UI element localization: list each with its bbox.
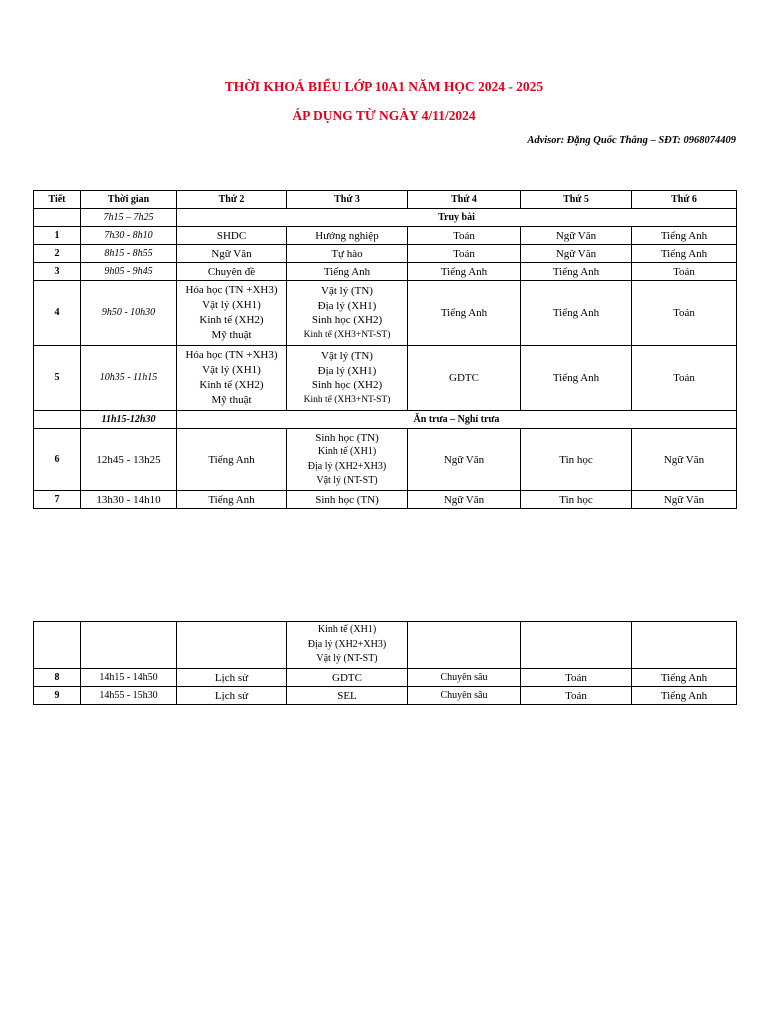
cell-subject: Ngữ Văn bbox=[177, 245, 287, 263]
table-row bbox=[34, 263, 737, 281]
cell-subject-group bbox=[287, 346, 408, 411]
lunch-row bbox=[34, 411, 737, 429]
cell-empty bbox=[81, 622, 177, 669]
subject-line: Hóa học (TN +XH3) bbox=[185, 284, 278, 296]
cell-subject: Tiếng Anh bbox=[177, 429, 287, 491]
header-time: Thời gian bbox=[81, 191, 177, 209]
cell-subject: Ngữ Văn bbox=[521, 245, 632, 263]
cell-subject: Ngữ Văn bbox=[408, 491, 521, 509]
cell-subject: Tiếng Anh bbox=[408, 281, 521, 346]
cell-time: 14h15 - 14h50 bbox=[81, 669, 177, 687]
subject-line: Địa lý (XH1) bbox=[317, 364, 377, 377]
table-row bbox=[34, 491, 737, 509]
cell-subject: Toán bbox=[632, 263, 737, 281]
cell-time: 12h45 - 13h25 bbox=[81, 429, 177, 491]
cell-lunch: Ăn trưa – Nghỉ trưa bbox=[177, 411, 737, 429]
subject-line: Hóa học (TN +XH3) bbox=[185, 349, 278, 361]
cell-subject: GDTC bbox=[408, 346, 521, 411]
cell-tiet: 9 bbox=[34, 687, 81, 705]
cell-subject: Toán bbox=[632, 346, 737, 411]
cell-tiet: 1 bbox=[34, 227, 81, 245]
subject-line: Vật lý (XH1) bbox=[202, 364, 261, 376]
cell-subject: Hướng nghiệp bbox=[287, 227, 408, 245]
cell-subject: Toán bbox=[632, 281, 737, 346]
cell-empty bbox=[408, 622, 521, 669]
cell-subject: GDTC bbox=[287, 669, 408, 687]
cell-tiet: 6 bbox=[34, 429, 81, 491]
table-row bbox=[34, 669, 737, 687]
cell-subject-group bbox=[287, 622, 408, 669]
cell-subject: Toán bbox=[408, 245, 521, 263]
subject-line: Địa lý (XH1) bbox=[317, 299, 377, 312]
cell-subject: Tiếng Anh bbox=[287, 263, 408, 281]
cell-subject: Chuyên sâu bbox=[408, 669, 521, 687]
cell-subject: Tiếng Anh bbox=[632, 687, 737, 705]
cell-subject: Tiếng Anh bbox=[521, 346, 632, 411]
cell-subject-group bbox=[177, 281, 287, 346]
cell-tiet: 2 bbox=[34, 245, 81, 263]
cell-time: 14h55 - 15h30 bbox=[81, 687, 177, 705]
cell-tiet: 4 bbox=[34, 281, 81, 346]
cell-time: 7h30 - 8h10 bbox=[81, 227, 177, 245]
header-fri: Thứ 6 bbox=[632, 191, 737, 209]
cell-time: 10h35 - 11h15 bbox=[81, 346, 177, 411]
table-row bbox=[34, 429, 737, 491]
cell-subject: Tiếng Anh bbox=[632, 669, 737, 687]
cell-subject: Ngữ Văn bbox=[632, 429, 737, 491]
cell-empty bbox=[177, 622, 287, 669]
subject-line: Mỹ thuật bbox=[211, 329, 252, 341]
cell-empty bbox=[34, 622, 81, 669]
timetable-continued bbox=[33, 621, 737, 705]
cell-time: 7h15 – 7h25 bbox=[81, 209, 177, 227]
advisor-line: Advisor: Đặng Quốc Thắng – SĐT: 0968074409 bbox=[527, 135, 736, 146]
cell-time: 8h15 - 8h55 bbox=[81, 245, 177, 263]
cell-subject: Tin học bbox=[521, 491, 632, 509]
header-row bbox=[34, 191, 737, 209]
subject-line: Địa lý (XH2+XH3) bbox=[307, 638, 387, 650]
cell-empty bbox=[34, 209, 81, 227]
cell-time: 11h15-12h30 bbox=[81, 411, 177, 429]
cell-subject: Toán bbox=[521, 669, 632, 687]
page-subtitle: ÁP DỤNG TỪ NGÀY 4/11/2024 bbox=[292, 108, 476, 123]
cell-subject: Ngữ Văn bbox=[632, 491, 737, 509]
table-row bbox=[34, 245, 737, 263]
subject-line: Vật lý (NT-ST) bbox=[316, 653, 378, 665]
table-row bbox=[34, 346, 737, 411]
cell-subject: Sinh học (TN) bbox=[287, 491, 408, 509]
subject-line: Kinh tế (XH2) bbox=[199, 314, 264, 326]
cell-subject: Tiếng Anh bbox=[177, 491, 287, 509]
cell-subject: Ngữ Văn bbox=[408, 429, 521, 491]
subject-line: Mỹ thuật bbox=[211, 394, 252, 406]
cell-subject: Tin học bbox=[521, 429, 632, 491]
continued-row bbox=[34, 622, 737, 669]
subject-line: Địa lý (XH2+XH3) bbox=[307, 460, 387, 472]
cell-subject: Tự hào bbox=[287, 245, 408, 263]
subject-line: Vật lý (TN) bbox=[321, 350, 373, 362]
cell-subject: Lịch sử bbox=[177, 687, 287, 705]
subject-line: Vật lý (TN) bbox=[321, 285, 373, 297]
cell-subject-group bbox=[177, 346, 287, 411]
table-row bbox=[34, 281, 737, 346]
header-wed: Thứ 4 bbox=[408, 191, 521, 209]
cell-subject: Tiếng Anh bbox=[521, 281, 632, 346]
table-row bbox=[34, 687, 737, 705]
subject-line: Sinh học (TN) bbox=[315, 431, 379, 444]
cell-subject-group bbox=[287, 281, 408, 346]
subject-line: Vật lý (XH1) bbox=[202, 299, 261, 311]
page-title: THỜI KHOÁ BIỂU LỚP 10A1 NĂM HỌC 2024 - 2025 bbox=[224, 79, 544, 94]
cell-time: 9h05 - 9h45 bbox=[81, 263, 177, 281]
cell-truy-bai: Truy bài bbox=[177, 209, 737, 227]
header-thu: Thứ 5 bbox=[521, 191, 632, 209]
cell-subject: Toán bbox=[521, 687, 632, 705]
cell-subject: Tiếng Anh bbox=[521, 263, 632, 281]
subject-line: Kinh tế (XH1) bbox=[317, 446, 377, 457]
cell-subject: Tiếng Anh bbox=[632, 227, 737, 245]
cell-tiet: 8 bbox=[34, 669, 81, 687]
cell-subject: SHDC bbox=[177, 227, 287, 245]
cell-subject: Ngữ Văn bbox=[521, 227, 632, 245]
cell-subject: Tiếng Anh bbox=[632, 245, 737, 263]
cell-empty bbox=[632, 622, 737, 669]
cell-subject: Chuyên đề bbox=[177, 263, 287, 281]
subject-line: Kinh tế (XH3+NT-ST) bbox=[303, 329, 391, 340]
cell-subject: Tiếng Anh bbox=[408, 263, 521, 281]
subject-line: Sinh học (XH2) bbox=[311, 379, 383, 391]
truy-bai-row bbox=[34, 209, 737, 227]
header-tiet: Tiết bbox=[34, 191, 81, 209]
subject-line: Vật lý (NT-ST) bbox=[316, 475, 378, 486]
subject-line: Sinh học (XH2) bbox=[311, 314, 383, 326]
cell-subject: Toán bbox=[408, 227, 521, 245]
subject-line: Kinh tế (XH2) bbox=[199, 379, 264, 391]
subject-line: Kinh tế (XH1) bbox=[317, 624, 377, 636]
cell-empty bbox=[34, 411, 81, 429]
cell-time: 13h30 - 14h10 bbox=[81, 491, 177, 509]
cell-time: 9h50 - 10h30 bbox=[81, 281, 177, 346]
subject-line: Kinh tế (XH3+NT-ST) bbox=[303, 394, 391, 405]
cell-tiet: 5 bbox=[34, 346, 81, 411]
table-row bbox=[34, 227, 737, 245]
cell-subject: SEL bbox=[287, 687, 408, 705]
cell-subject: Lịch sử bbox=[177, 669, 287, 687]
header-tue: Thứ 3 bbox=[287, 191, 408, 209]
cell-tiet: 7 bbox=[34, 491, 81, 509]
cell-subject: Chuyên sâu bbox=[408, 687, 521, 705]
timetable bbox=[33, 190, 737, 509]
cell-tiet: 3 bbox=[34, 263, 81, 281]
cell-empty bbox=[521, 622, 632, 669]
cell-subject-group bbox=[287, 429, 408, 491]
header-mon: Thứ 2 bbox=[177, 191, 287, 209]
